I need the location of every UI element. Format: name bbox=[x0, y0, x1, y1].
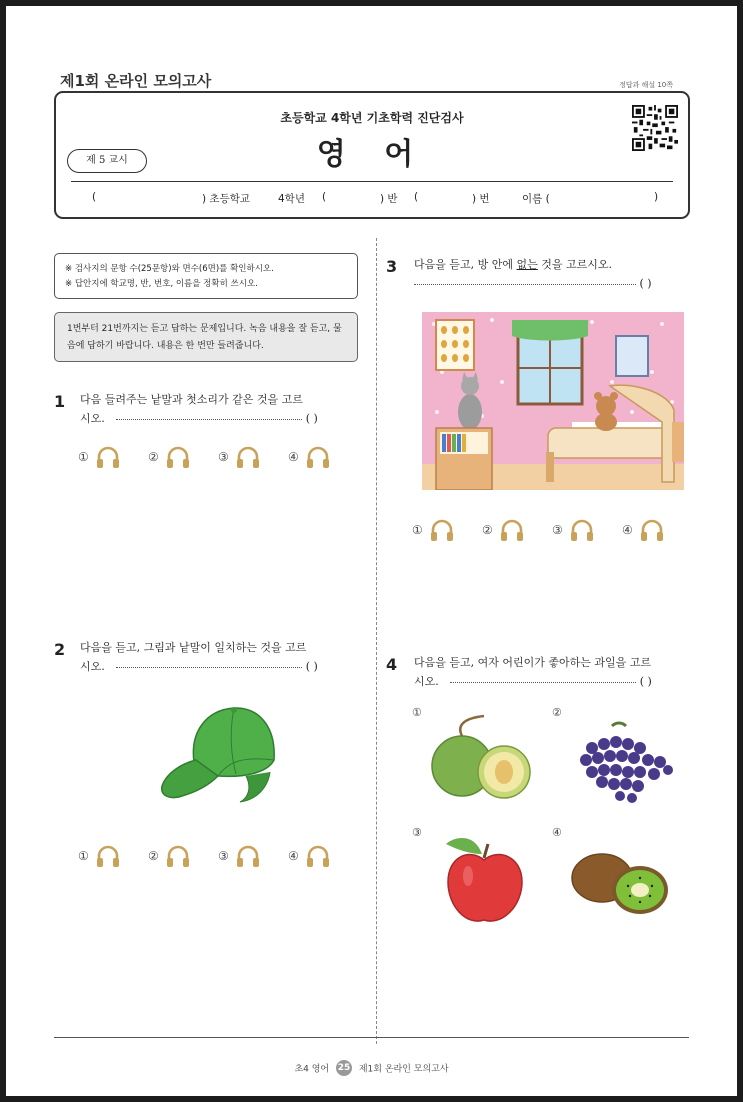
notice-item: ※ 검사지의 문항 수(25문항)와 면수(6면)를 확인하시오. bbox=[65, 264, 274, 274]
dotted-leader bbox=[116, 667, 302, 668]
choice-3[interactable] bbox=[218, 445, 261, 469]
headphones-icon bbox=[95, 844, 121, 868]
bedroom-illustration bbox=[422, 312, 684, 490]
choice-number: ② bbox=[148, 849, 159, 863]
footer-subject: 초4 영어 bbox=[294, 1064, 330, 1075]
question-line: 다음 들려주는 낱말과 첫소리가 같은 것을 고르 bbox=[80, 393, 303, 406]
grapes-illustration[interactable] bbox=[572, 718, 676, 806]
melon-illustration[interactable] bbox=[426, 714, 534, 804]
name-field[interactable]: 이름 ( bbox=[522, 193, 550, 205]
answer-paren[interactable]: ( ) bbox=[305, 412, 318, 425]
choice-1[interactable] bbox=[412, 518, 455, 542]
choice-number[interactable]: ③ bbox=[412, 826, 422, 839]
choice-1[interactable] bbox=[78, 844, 121, 868]
dotted-leader bbox=[116, 419, 302, 420]
choice-2[interactable] bbox=[482, 518, 525, 542]
answer-note: 정답과 해설 10쪽 bbox=[619, 81, 673, 89]
choice-number: ④ bbox=[288, 450, 299, 464]
page-footer bbox=[6, 1060, 737, 1076]
question-text bbox=[414, 653, 698, 691]
headphones-icon bbox=[95, 445, 121, 469]
headphones-icon bbox=[499, 518, 525, 542]
choice-1[interactable] bbox=[78, 445, 121, 469]
question-text bbox=[80, 390, 364, 428]
number-field[interactable]: ) 번 bbox=[472, 193, 490, 205]
emphasis-word: 없는 bbox=[516, 258, 538, 271]
footer-rule bbox=[54, 1037, 689, 1038]
question-line: 것을 고르시오. bbox=[537, 258, 613, 271]
dotted-leader bbox=[450, 682, 636, 683]
footer-exam-title: 제1회 온라인 모의고사 bbox=[358, 1064, 449, 1075]
exam-header-box bbox=[54, 91, 690, 219]
subject-title: 영 어 bbox=[316, 137, 428, 172]
headphones-icon bbox=[429, 518, 455, 542]
kiwi-illustration[interactable] bbox=[568, 848, 672, 918]
question-number: 1 bbox=[54, 392, 66, 411]
dotted-leader bbox=[414, 284, 636, 285]
headphones-icon bbox=[305, 844, 331, 868]
choice-number[interactable]: ④ bbox=[552, 826, 562, 839]
headphones-icon bbox=[235, 445, 261, 469]
headphones-icon bbox=[165, 844, 191, 868]
choice-2[interactable] bbox=[148, 844, 191, 868]
question-line: 다음을 듣고, 여자 어린이가 좋아하는 과일을 고르 bbox=[414, 656, 651, 669]
exam-title: 제1회 온라인 모의고사 bbox=[60, 72, 212, 90]
q1-choices bbox=[78, 445, 358, 471]
choice-number: ③ bbox=[218, 849, 229, 863]
column-divider bbox=[376, 238, 377, 1044]
headphones-icon bbox=[639, 518, 665, 542]
choice-number: ① bbox=[78, 849, 89, 863]
notice-box bbox=[54, 253, 358, 299]
q2-choices bbox=[78, 844, 358, 870]
question-line: 다음을 듣고, 그림과 낱말이 일치하는 것을 고르 bbox=[80, 641, 307, 654]
class-paren-open: ( bbox=[322, 191, 327, 203]
headphones-icon bbox=[235, 844, 261, 868]
class-field[interactable]: ) 반 bbox=[380, 193, 398, 205]
choice-number: ① bbox=[412, 523, 423, 537]
choice-number: ① bbox=[78, 450, 89, 464]
period-badge: 제 5 교시 bbox=[67, 149, 147, 173]
choice-4[interactable] bbox=[288, 445, 331, 469]
choice-number: ③ bbox=[552, 523, 563, 537]
choice-number[interactable]: ② bbox=[552, 706, 562, 719]
question-text bbox=[80, 638, 364, 676]
question-number: 2 bbox=[54, 640, 66, 659]
question-line: 시오. bbox=[80, 660, 105, 673]
question-line: 시오. bbox=[414, 675, 439, 688]
name-paren-close: ) bbox=[654, 191, 659, 203]
qr-code-icon[interactable] bbox=[632, 105, 678, 151]
answer-paren[interactable]: ( ) bbox=[639, 277, 652, 290]
header-divider bbox=[71, 181, 673, 182]
choice-3[interactable] bbox=[552, 518, 595, 542]
choice-3[interactable] bbox=[218, 844, 261, 868]
page-number: 25 bbox=[336, 1060, 352, 1076]
choice-2[interactable] bbox=[148, 445, 191, 469]
apple-illustration[interactable] bbox=[442, 832, 528, 928]
choice-number: ④ bbox=[288, 849, 299, 863]
choice-number: ② bbox=[148, 450, 159, 464]
listening-notice: 1번부터 21번까지는 듣고 답하는 문제입니다. 녹음 내용을 잘 듣고, 물음에 답하기 바랍니다. 내용은 한 번만 들려줍니다. bbox=[54, 312, 358, 362]
question-line: 시오. bbox=[80, 412, 105, 425]
cap-illustration bbox=[156, 702, 281, 806]
number-paren-open: ( bbox=[414, 191, 419, 203]
grade-label: 4학년 bbox=[278, 193, 305, 205]
school-paren-open: ( bbox=[92, 191, 97, 203]
question-text bbox=[414, 255, 698, 293]
choice-number: ③ bbox=[218, 450, 229, 464]
headphones-icon bbox=[305, 445, 331, 469]
choice-number: ② bbox=[482, 523, 493, 537]
answer-paren[interactable]: ( ) bbox=[305, 660, 318, 673]
question-line: 다음을 듣고, 방 안에 bbox=[414, 258, 517, 271]
school-field[interactable]: ) 초등학교 bbox=[202, 193, 251, 205]
choice-number: ④ bbox=[622, 523, 633, 537]
exam-subtitle: 초등학교 4학년 기초학력 진단검사 bbox=[280, 111, 464, 125]
q3-choices bbox=[412, 518, 692, 544]
choice-4[interactable] bbox=[622, 518, 665, 542]
question-number: 3 bbox=[386, 257, 398, 276]
answer-paren[interactable]: ( ) bbox=[639, 675, 652, 688]
choice-number[interactable]: ① bbox=[412, 706, 422, 719]
question-number: 4 bbox=[386, 655, 398, 674]
headphones-icon bbox=[165, 445, 191, 469]
notice-item: ※ 답안지에 학교명, 반, 번호, 이름을 정확히 쓰시오. bbox=[65, 279, 258, 289]
exam-page bbox=[6, 6, 737, 1096]
headphones-icon bbox=[569, 518, 595, 542]
choice-4[interactable] bbox=[288, 844, 331, 868]
